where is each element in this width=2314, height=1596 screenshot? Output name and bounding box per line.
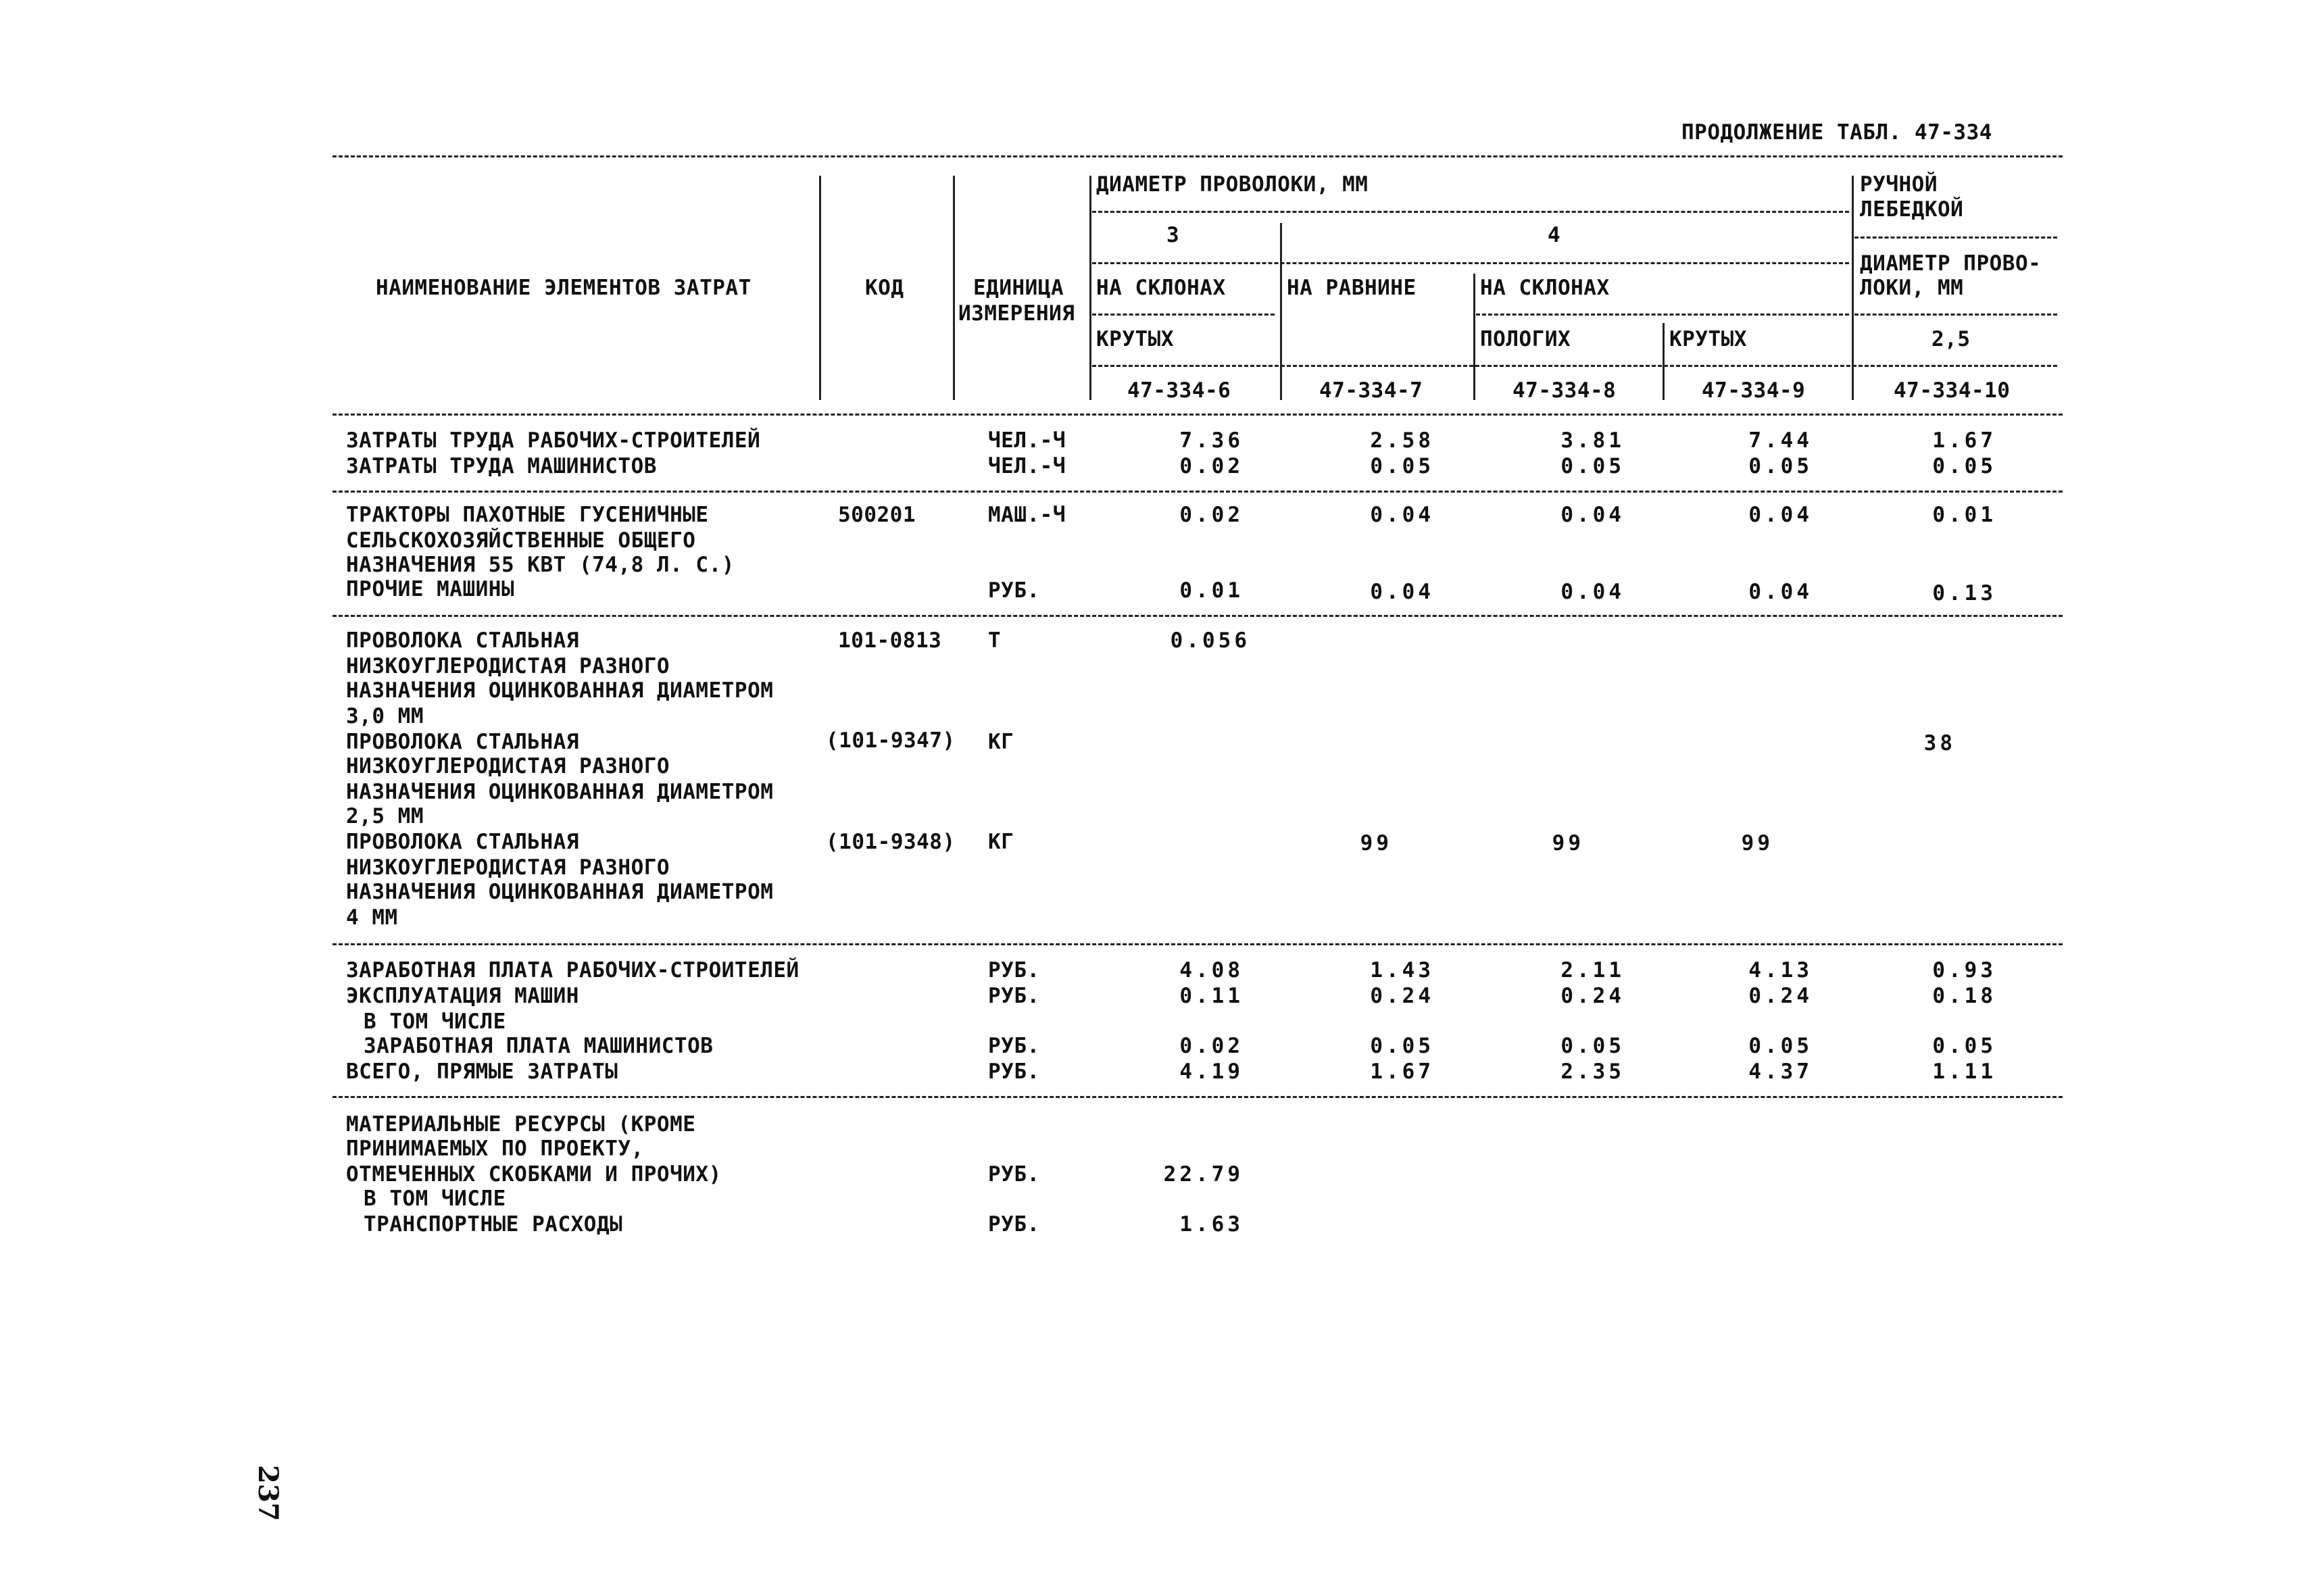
row-name: 2,5 ММ (346, 804, 424, 828)
row-name: ПРИНИМАЕМЫХ ПО ПРОЕКТУ, (346, 1137, 644, 1161)
row-name: ПРОЧИЕ МАШИНЫ (346, 577, 515, 601)
row-name: 4 ММ (346, 905, 398, 930)
row-name: 3,0 ММ (346, 704, 424, 728)
row-value: 4.08 (1179, 958, 1244, 982)
header-rule (1092, 314, 1275, 316)
row-name: НАЗНАЧЕНИЯ ОЦИНКОВАННАЯ ДИАМЕТРОМ (346, 880, 774, 904)
header-name-col: НАИМЕНОВАНИЕ ЭЛЕМЕНТОВ ЗАТРАТ (376, 276, 752, 300)
row-value: 0.04 (1370, 503, 1434, 527)
header-diam-wire: ЛОКИ, ММ (1860, 276, 1964, 300)
row-name: МАТЕРИАЛЬНЫЕ РЕСУРСЫ (КРОМЕ (346, 1112, 696, 1137)
row-code: (101-9347) (826, 728, 956, 753)
row-value: 99 (1552, 831, 1584, 855)
row-value: 0.02 (1179, 454, 1244, 478)
row-value: 0.11 (1179, 984, 1244, 1008)
row-value: 0.05 (1370, 1034, 1434, 1058)
header-diameter-group: ДИАМЕТР ПРОВОЛОКИ, ММ (1096, 172, 1369, 197)
row-name: НИЗКОУГЛЕРОДИСТАЯ РАЗНОГО (346, 855, 670, 880)
row-value: 2.58 (1370, 428, 1434, 453)
row-unit: Т (988, 628, 1002, 653)
row-unit: РУБ. (988, 984, 1040, 1008)
row-value: 3.81 (1560, 428, 1625, 453)
row-value: 0.04 (1370, 580, 1434, 604)
table-header-bottom (333, 414, 2063, 416)
row-value: 99 (1360, 831, 1392, 855)
row-value: 2.35 (1560, 1059, 1625, 1084)
section-rule (333, 1096, 2063, 1098)
row-name: ЗАТРАТЫ ТРУДА МАШИНИСТОВ (346, 454, 657, 478)
row-unit: РУБ. (988, 1059, 1040, 1084)
header-diam-3: 3 (1166, 223, 1180, 247)
row-name: ТРАКТОРЫ ПАХОТНЫЕ ГУСЕНИЧНЫЕ (346, 503, 709, 527)
row-value: 0.05 (1748, 454, 1813, 478)
header-rule (1854, 314, 2057, 316)
page-number: 237 (252, 1465, 284, 1522)
row-value: 0.93 (1932, 958, 1996, 982)
header-code: 47-334-8 (1512, 378, 1617, 403)
header-divider (1663, 323, 1665, 400)
row-value: 0.24 (1748, 984, 1813, 1008)
row-value: 22.79 (1163, 1162, 1244, 1187)
row-name: НАЗНАЧЕНИЯ ОЦИНКОВАННАЯ ДИАМЕТРОМ (346, 678, 774, 703)
row-name: ПРОВОЛОКА СТАЛЬНАЯ (346, 628, 579, 653)
row-value: 4.19 (1179, 1059, 1244, 1084)
row-value: 1.63 (1179, 1212, 1244, 1237)
header-divider (1089, 176, 1091, 400)
header-rule (1092, 365, 2057, 367)
header-pologih: ПОЛОГИХ (1480, 327, 1571, 351)
header-divider (1280, 223, 1282, 400)
table-caption: ПРОДОЛЖЕНИЕ ТАБЛ. 47-334 (1681, 120, 1992, 145)
row-unit: КГ (988, 830, 1014, 854)
header-krutyh: КРУТЫХ (1096, 327, 1174, 351)
row-value: 99 (1741, 831, 1773, 855)
header-krutyh: КРУТЫХ (1669, 327, 1747, 351)
row-value: 4.13 (1748, 958, 1813, 982)
row-value: 4.37 (1748, 1059, 1813, 1084)
row-unit: ЧЕЛ.-Ч (988, 428, 1066, 453)
header-diam-4: 4 (1548, 223, 1561, 247)
row-value: 0.24 (1560, 984, 1625, 1008)
header-code: 47-334-7 (1319, 378, 1423, 403)
row-value: 0.05 (1932, 1034, 1996, 1058)
row-value: 0.05 (1748, 1034, 1813, 1058)
header-rule (1092, 211, 1849, 213)
row-value: 0.01 (1179, 578, 1244, 603)
header-divider (953, 176, 955, 400)
row-name: НИЗКОУГЛЕРОДИСТАЯ РАЗНОГО (346, 654, 670, 678)
row-name: НАЗНАЧЕНИЯ 55 КВТ (74,8 Л. С.) (346, 553, 735, 577)
section-rule (333, 615, 2063, 617)
row-unit: ЧЕЛ.-Ч (988, 454, 1066, 478)
header-rule (1854, 236, 2057, 239)
row-value: 2.11 (1560, 958, 1625, 982)
header-rule (1092, 262, 1849, 264)
table-top-border (333, 155, 2063, 157)
header-na-sklonah: НА СКЛОНАХ (1096, 276, 1226, 300)
row-value: 0.04 (1748, 503, 1813, 527)
header-manual: ЛЕБЕДКОЙ (1860, 197, 1964, 222)
row-value: 0.05 (1932, 454, 1996, 478)
row-unit: МАШ.-Ч (988, 503, 1066, 527)
row-name: ТРАНСПОРТНЫЕ РАСХОДЫ (364, 1212, 623, 1237)
row-value: 0.04 (1560, 503, 1625, 527)
row-unit: РУБ. (988, 958, 1040, 982)
header-na-ravnine: НА РАВНИНЕ (1287, 276, 1417, 300)
row-value: 0.056 (1170, 628, 1250, 653)
row-value: 0.05 (1560, 454, 1625, 478)
row-name: ПРОВОЛОКА СТАЛЬНАЯ (346, 730, 579, 754)
row-value: 0.24 (1370, 984, 1434, 1008)
header-manual: РУЧНОЙ (1860, 172, 1938, 197)
row-unit: РУБ. (988, 1212, 1040, 1237)
row-name: НИЗКОУГЛЕРОДИСТАЯ РАЗНОГО (346, 754, 670, 778)
header-divider (819, 176, 821, 400)
row-value: 7.44 (1748, 428, 1813, 453)
row-name: ЗАРАБОТНАЯ ПЛАТА РАБОЧИХ-СТРОИТЕЛЕЙ (346, 958, 799, 982)
header-diam-25: 2,5 (1931, 327, 1971, 351)
row-unit: КГ (988, 730, 1014, 754)
row-value: 0.05 (1560, 1034, 1625, 1058)
row-value: 0.04 (1748, 580, 1813, 604)
row-code: 101-0813 (838, 628, 942, 653)
header-code-col: КОД (865, 276, 904, 300)
header-code: 47-334-6 (1127, 378, 1231, 403)
section-rule (333, 491, 2063, 493)
header-divider (1473, 274, 1475, 400)
row-value: 0.01 (1932, 503, 1996, 527)
row-name: ЗАРАБОТНАЯ ПЛАТА МАШИНИСТОВ (364, 1034, 714, 1058)
header-unit-col: ЕДИНИЦА (973, 276, 1064, 300)
row-name: ПРОВОЛОКА СТАЛЬНАЯ (346, 830, 579, 854)
row-name: ОТМЕЧЕННЫХ СКОБКАМИ И ПРОЧИХ) (346, 1162, 722, 1187)
row-code: (101-9348) (826, 830, 956, 854)
row-value: 0.02 (1179, 503, 1244, 527)
header-rule (1476, 314, 1849, 316)
section-rule (333, 943, 2063, 945)
header-code: 47-334-10 (1894, 378, 2011, 403)
row-value: 1.67 (1370, 1059, 1434, 1084)
row-value: 0.02 (1179, 1034, 1244, 1058)
row-unit: РУБ. (988, 578, 1040, 603)
row-value: 1.67 (1932, 428, 1996, 453)
row-value: 0.04 (1560, 580, 1625, 604)
row-value: 38 (1923, 731, 1956, 755)
row-unit: РУБ. (988, 1034, 1040, 1058)
row-name: СЕЛЬСКОХОЗЯЙСТВЕННЫЕ ОБЩЕГО (346, 528, 696, 553)
row-value: 1.11 (1932, 1059, 1996, 1084)
row-value: 0.13 (1932, 581, 1996, 605)
row-name: ЭКСПЛУАТАЦИЯ МАШИН (346, 984, 579, 1008)
header-code: 47-334-9 (1702, 378, 1806, 403)
row-name: НАЗНАЧЕНИЯ ОЦИНКОВАННАЯ ДИАМЕТРОМ (346, 780, 774, 804)
header-diam-wire: ДИАМЕТР ПРОВО- (1860, 251, 2042, 276)
row-value: 0.05 (1370, 454, 1434, 478)
row-name: В ТОМ ЧИСЛЕ (364, 1187, 506, 1211)
row-unit: РУБ. (988, 1162, 1040, 1187)
row-value: 1.43 (1370, 958, 1434, 982)
row-value: 7.36 (1179, 428, 1244, 453)
header-unit-col: ИЗМЕРЕНИЯ (958, 301, 1075, 326)
row-name: ВСЕГО, ПРЯМЫЕ ЗАТРАТЫ (346, 1059, 618, 1084)
row-name: В ТОМ ЧИСЛЕ (364, 1009, 506, 1034)
row-value: 0.18 (1932, 984, 1996, 1008)
row-code: 500201 (838, 503, 916, 527)
row-name: ЗАТРАТЫ ТРУДА РАБОЧИХ-СТРОИТЕЛЕЙ (346, 428, 761, 453)
header-na-sklonah: НА СКЛОНАХ (1480, 276, 1610, 300)
